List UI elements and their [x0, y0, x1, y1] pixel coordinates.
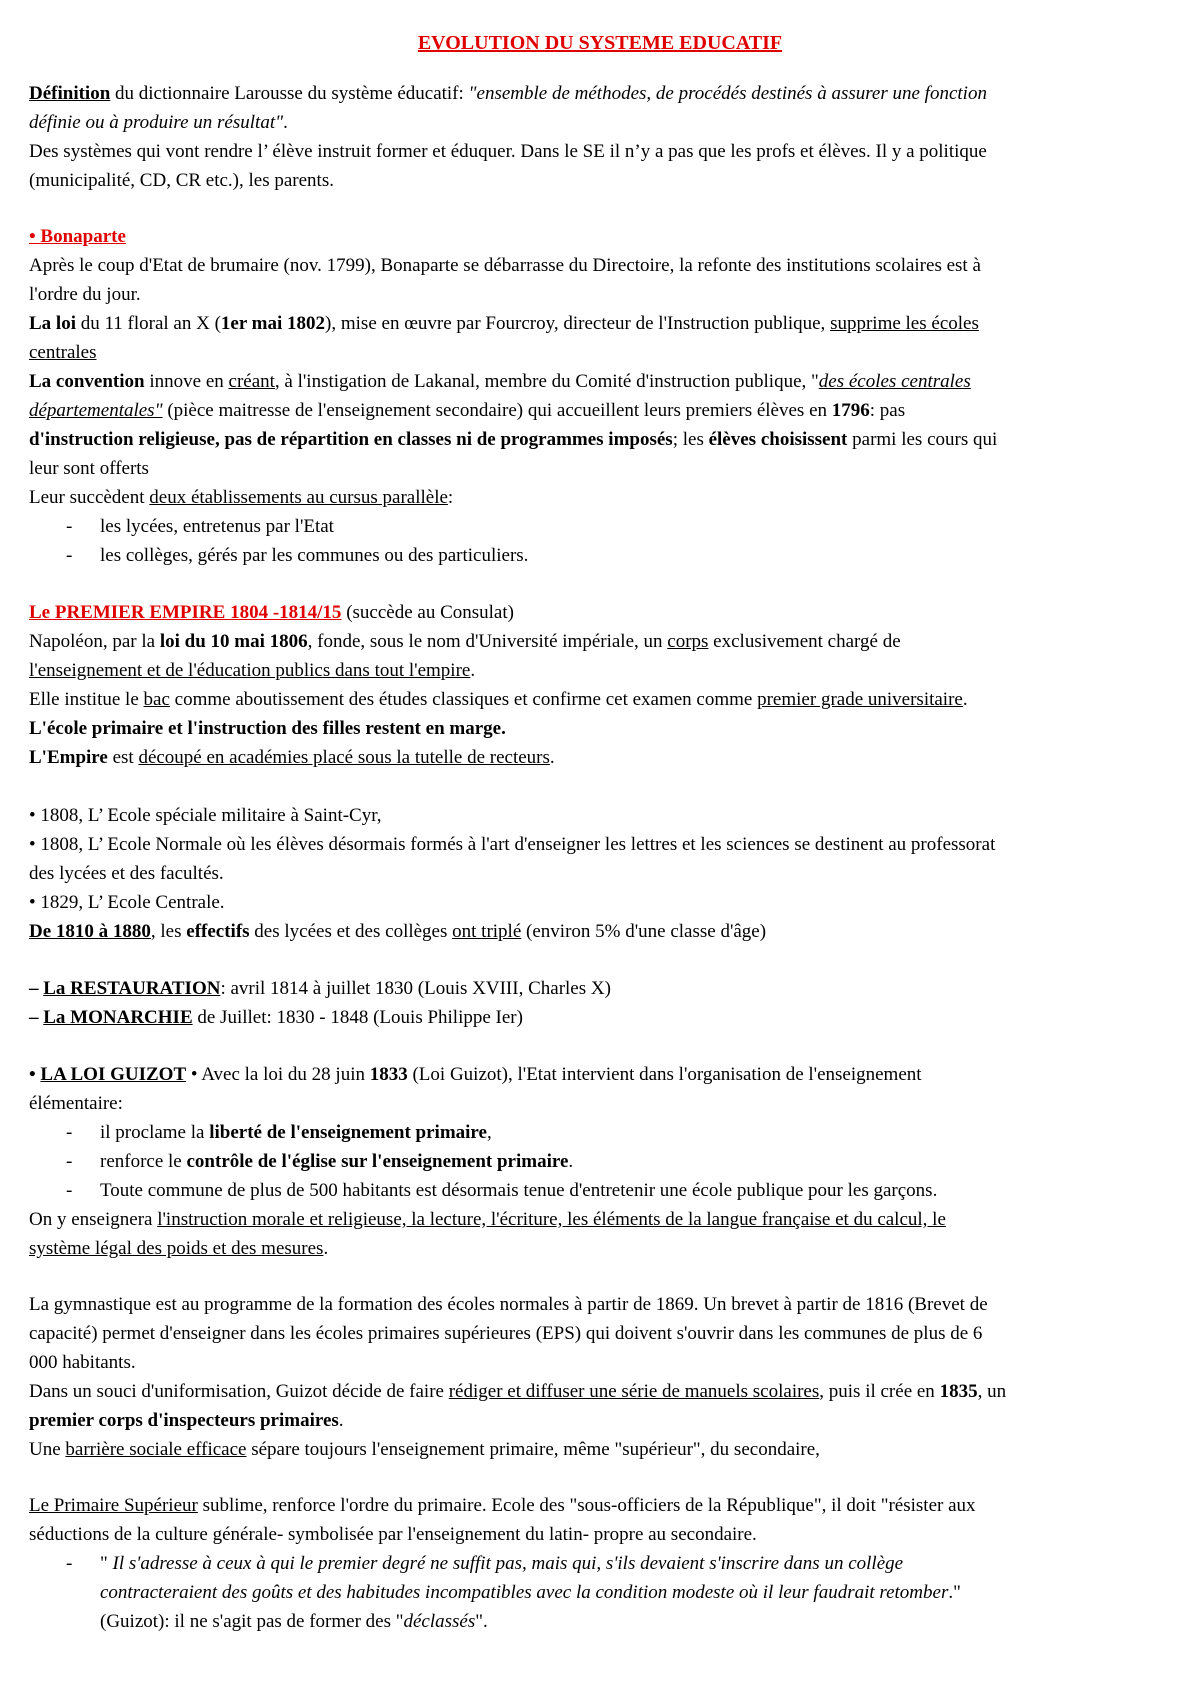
restauration-line: – La RESTAURATION: avril 1814 à juillet 1830 (Louis XVIII, Charles X) — [29, 978, 611, 999]
paragraph: Une barrière sociale efficace sépare toujours l'enseignement primaire, même "supérieur", du secondaire, — [29, 1439, 820, 1460]
paragraph: Après le coup d'Etat de brumaire (nov. 1799), Bonaparte se débarrasse du Directoire, la refonte des institutions scolaires est à — [29, 255, 981, 276]
paragraph: premier corps d'inspecteurs primaires. — [29, 1410, 344, 1431]
convention-line: départementales" (pièce maitresse de l'enseignement secondaire) qui accueillent leurs premiers élèves en 1796: pas — [29, 400, 906, 421]
paragraph: Dans un souci d'uniformisation, Guizot décide de faire rédiger et diffuser une série de manuels scolaires, puis il crée en 1835, un — [29, 1381, 1007, 1402]
loi-line: La loi du 11 floral an X (1er mai 1802), mise en œuvre par Fourcroy, directeur de l'Instruction publique, supprime les écoles — [29, 313, 979, 334]
list-bullet: - — [66, 1151, 73, 1172]
definition-line-2: définie ou à produire un résultat". — [29, 112, 288, 133]
list-bullet: - — [66, 1553, 73, 1574]
paragraph: Elle institue le bac comme aboutissement des études classiques et confirme cet examen comme premier grade universitaire. — [29, 689, 968, 710]
paragraph: élémentaire: — [29, 1093, 123, 1114]
list-item: les collèges, gérés par les communes ou des particuliers. — [100, 545, 529, 566]
section-heading-empire: Le PREMIER EMPIRE 1804 -1814/15 (succède au Consulat) — [29, 602, 514, 623]
document-title: EVOLUTION DU SYSTEME EDUCATIF — [417, 32, 783, 54]
paragraph: On y enseignera l'instruction morale et religieuse, la lecture, l'écriture, les éléments de la langue française et du calcul, le — [29, 1209, 946, 1230]
section-heading-guizot: • LA LOI GUIZOT • Avec la loi du 28 juin 1833 (Loi Guizot), l'Etat intervient dans l'organisation de l'enseignement — [29, 1064, 922, 1085]
succession-line: Leur succèdent deux établissements au cursus parallèle: — [29, 487, 454, 508]
list-item: renforce le contrôle de l'église sur l'enseignement primaire. — [100, 1151, 574, 1172]
list-bullet: - — [66, 1180, 73, 1201]
intro-text: (municipalité, CD, CR etc.), les parents. — [29, 170, 334, 191]
list-bullet: - — [66, 545, 73, 566]
quote-line: " Il s'adresse à ceux à qui le premier degré ne suffit pas, mais qui, s'ils devaient s'inscrire dans un collège — [100, 1553, 904, 1574]
convention-line: d'instruction religieuse, pas de répartition en classes ni de programmes imposés; les élèves choisissent parmi les cours qui — [29, 429, 998, 450]
definition-label: Définition — [29, 83, 111, 104]
list-item: les lycées, entretenus par l'Etat — [100, 516, 334, 537]
bullet-item: des lycées et des facultés. — [29, 863, 224, 884]
paragraph: L'école primaire et l'instruction des filles restent en marge. — [29, 718, 506, 739]
quote-line: contracteraient des goûts et des habitudes incompatibles avec la condition modeste où il leur faudrait retomber." — [100, 1582, 961, 1603]
monarchie-line: – La MONARCHIE de Juillet: 1830 - 1848 (Louis Philippe Ier) — [29, 1007, 523, 1028]
quote-line: (Guizot): il ne s'agit pas de former des "déclassés". — [100, 1611, 488, 1632]
section-heading-bonaparte: • Bonaparte — [29, 226, 126, 247]
paragraph: séductions de la culture générale- symbolisée par l'enseignement du latin- propre au secondaire. — [29, 1524, 757, 1545]
effectifs-line: De 1810 à 1880, les effectifs des lycées et des collèges ont triplé (environ 5% d'une classe d'âge) — [29, 921, 767, 942]
loi-line-cont: centrales — [29, 342, 97, 363]
paragraph: La gymnastique est au programme de la formation des écoles normales à partir de 1869. Un brevet à partir de 1816 (Brevet de — [29, 1294, 988, 1315]
paragraph: 000 habitants. — [29, 1352, 136, 1373]
paragraph: Le Primaire Supérieur sublime, renforce l'ordre du primaire. Ecole des "sous-officiers de la République", il doit "résister aux — [29, 1495, 976, 1516]
definition-line-1: Définition du dictionnaire Larousse du système éducatif: "ensemble de méthodes, de procédés destinés à assurer une fonction — [29, 83, 987, 104]
bullet-item: • 1829, L’ Ecole Centrale. — [29, 892, 225, 913]
list-bullet: - — [66, 516, 73, 537]
bullet-item: • 1808, L’ Ecole Normale où les élèves désormais formés à l'art d'enseigner les lettres et les sciences se destinent au professorat — [29, 834, 996, 855]
convention-line: leur sont offerts — [29, 458, 149, 479]
list-bullet: - — [66, 1122, 73, 1143]
paragraph: système légal des poids et des mesures. — [29, 1238, 329, 1259]
convention-line: La convention innove en créant, à l'instigation de Lakanal, membre du Comité d'instruction publique, "des écoles centrales — [29, 371, 971, 392]
intro-text: Des systèmes qui vont rendre l’ élève instruit former et éduquer. Dans le SE il n’y a pas que les profs et élèves. Il y a politique — [29, 141, 987, 162]
paragraph: L'Empire est découpé en académies placé sous la tutelle de recteurs. — [29, 747, 555, 768]
paragraph: Napoléon, par la loi du 10 mai 1806, fonde, sous le nom d'Université impériale, un corps exclusivement chargé de — [29, 631, 901, 652]
list-item: Toute commune de plus de 500 habitants est désormais tenue d'entretenir une école publique pour les garçons. — [100, 1180, 938, 1201]
paragraph: l'ordre du jour. — [29, 284, 141, 305]
list-item: il proclame la liberté de l'enseignement primaire, — [100, 1122, 492, 1143]
paragraph: capacité) permet d'enseigner dans les écoles primaires supérieures (EPS) qui doivent s'ouvrir dans les communes de plus de 6 — [29, 1323, 983, 1344]
paragraph: l'enseignement et de l'éducation publics dans tout l'empire. — [29, 660, 476, 681]
bullet-item: • 1808, L’ Ecole spéciale militaire à Saint-Cyr, — [29, 805, 382, 826]
